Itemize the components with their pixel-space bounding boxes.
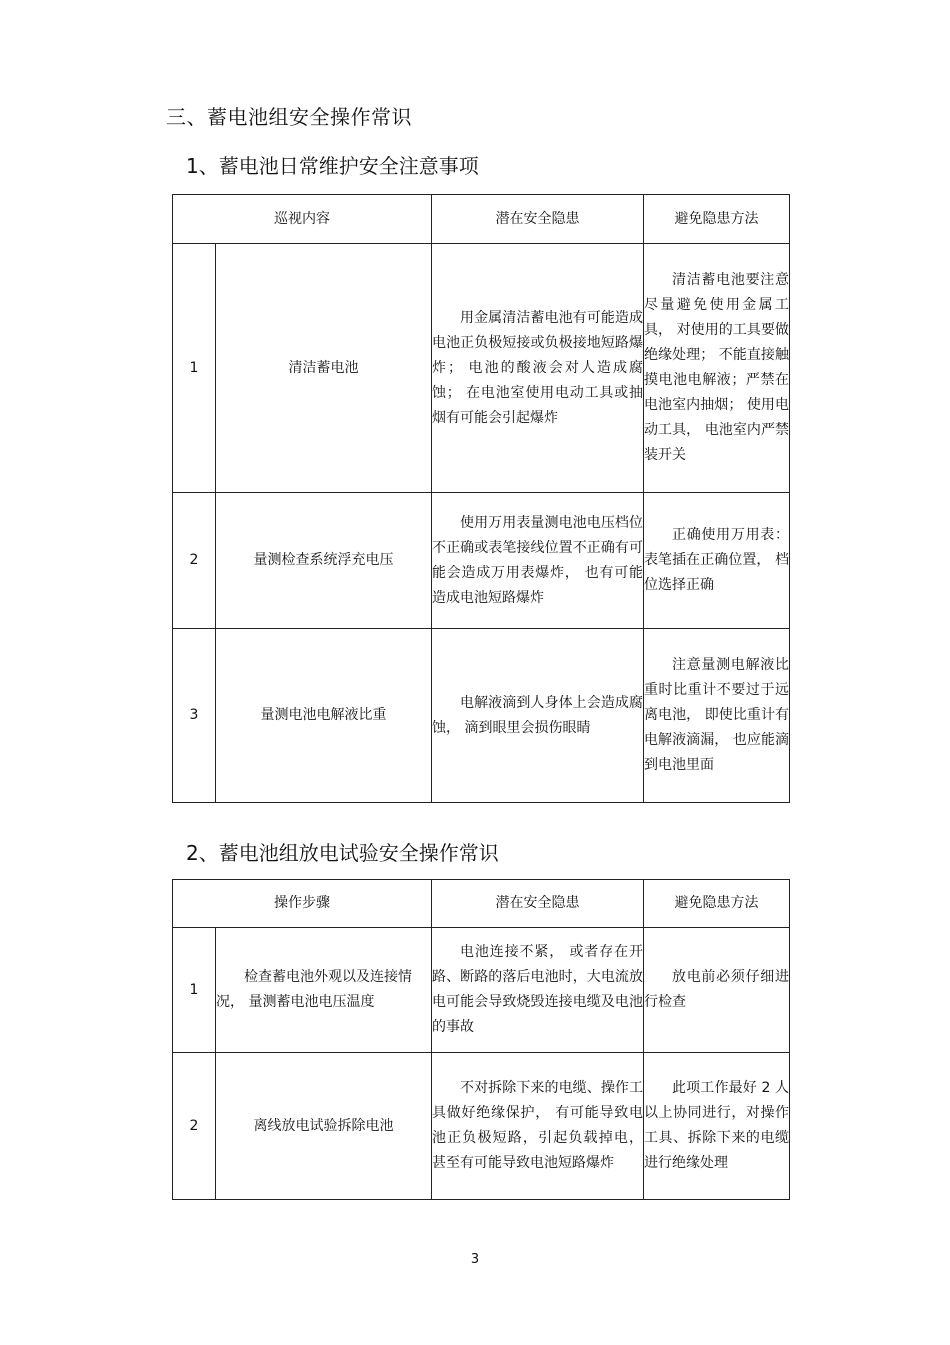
hazard-text: 电解液滴到人身体上会造成腐蚀， 滴到眼里会损伤眼睛 bbox=[432, 694, 643, 736]
row-number: 3 bbox=[173, 629, 216, 803]
method-text: 放电前必须仔细进行检查 bbox=[644, 969, 789, 1010]
method-text: 清洁蓄电池要注意尽量避免使用金属工具， 对使用的工具要做绝缘处理； 不能直接触摸电池电解液；严禁在电池室内抽烟； 使用电动工具， 电池室内严禁装开关 bbox=[644, 272, 789, 463]
row-hazard bbox=[432, 1053, 644, 1200]
row-hazard bbox=[432, 928, 644, 1053]
table-row bbox=[173, 629, 790, 803]
hazard-text: 电池连接不紧， 或者存在开路、断路的落后电池时，大电流放电可能会导致烧毁连接电缆及电池的事故 bbox=[432, 944, 643, 1035]
table1-title: 1、蓄电池日常维护安全注意事项 bbox=[186, 154, 479, 178]
table-header-row bbox=[173, 195, 790, 244]
page-number: 3 bbox=[470, 1252, 480, 1267]
header-cell-hazard: 潜在安全隐患 bbox=[432, 880, 644, 928]
row-hazard bbox=[432, 244, 644, 493]
header-cell-method: 避免隐患方法 bbox=[644, 880, 790, 928]
item-text: 检查蓄电池外观以及连接情况， 量测蓄电池电压温度 bbox=[216, 969, 412, 1010]
table-row bbox=[173, 928, 790, 1053]
row-number: 1 bbox=[173, 244, 216, 493]
header-cell-hazard: 潜在安全隐患 bbox=[432, 195, 644, 244]
method-text: 正确使用万用表：表笔插在正确位置， 档位选择正确 bbox=[644, 527, 789, 593]
row-item: 离线放电试验拆除电池 bbox=[216, 1053, 432, 1200]
maintenance-table bbox=[172, 194, 790, 803]
table-header-row bbox=[173, 880, 790, 928]
row-number: 1 bbox=[173, 928, 216, 1053]
header-cell-content: 巡视内容 bbox=[173, 195, 432, 244]
row-method bbox=[644, 1053, 790, 1200]
method-text: 注意量测电解液比重时比重计不要过于远离电池， 即使比重计有电解液滴漏， 也应能滴到电池里面 bbox=[644, 657, 789, 773]
row-method bbox=[644, 493, 790, 629]
row-number: 2 bbox=[173, 1053, 216, 1200]
row-item: 量测电池电解液比重 bbox=[216, 629, 432, 803]
hazard-text: 用金属清洁蓄电池有可能造成电池正负极短接或负极接地短路爆炸； 电池的酸液会对人造成腐蚀； 在电池室使用电动工具或抽烟有可能会引起爆炸 bbox=[432, 309, 643, 426]
section-title: 三、蓄电池组安全操作常识 bbox=[166, 105, 412, 129]
table2-title: 2、蓄电池组放电试验安全操作常识 bbox=[186, 841, 499, 865]
header-cell-method: 避免隐患方法 bbox=[644, 195, 790, 244]
table-row bbox=[173, 1053, 790, 1200]
header-cell-step: 操作步骤 bbox=[173, 880, 432, 928]
row-method bbox=[644, 629, 790, 803]
row-method bbox=[644, 928, 790, 1053]
hazard-text: 使用万用表量测电池电压档位不正确或表笔接线位置不正确有可能会造成万用表爆炸， 也有可能造成电池短路爆炸 bbox=[432, 514, 643, 606]
row-method bbox=[644, 244, 790, 493]
row-item: 清洁蓄电池 bbox=[216, 244, 432, 493]
row-hazard bbox=[432, 493, 644, 629]
method-text: 此项工作最好 2 人以上协同进行，对操作工具、拆除下来的电缆进行绝缘处理 bbox=[644, 1080, 789, 1171]
row-hazard bbox=[432, 629, 644, 803]
table-row bbox=[173, 493, 790, 629]
discharge-table bbox=[172, 879, 790, 1200]
hazard-text: 不对拆除下来的电缆、操作工具做好绝缘保护， 有可能导致电池正负极短路，引起负载掉电， 甚至有可能导致电池短路爆炸 bbox=[432, 1080, 643, 1171]
row-number: 2 bbox=[173, 493, 216, 629]
row-item bbox=[216, 928, 432, 1053]
row-item: 量测检查系统浮充电压 bbox=[216, 493, 432, 629]
table-row bbox=[173, 244, 790, 493]
